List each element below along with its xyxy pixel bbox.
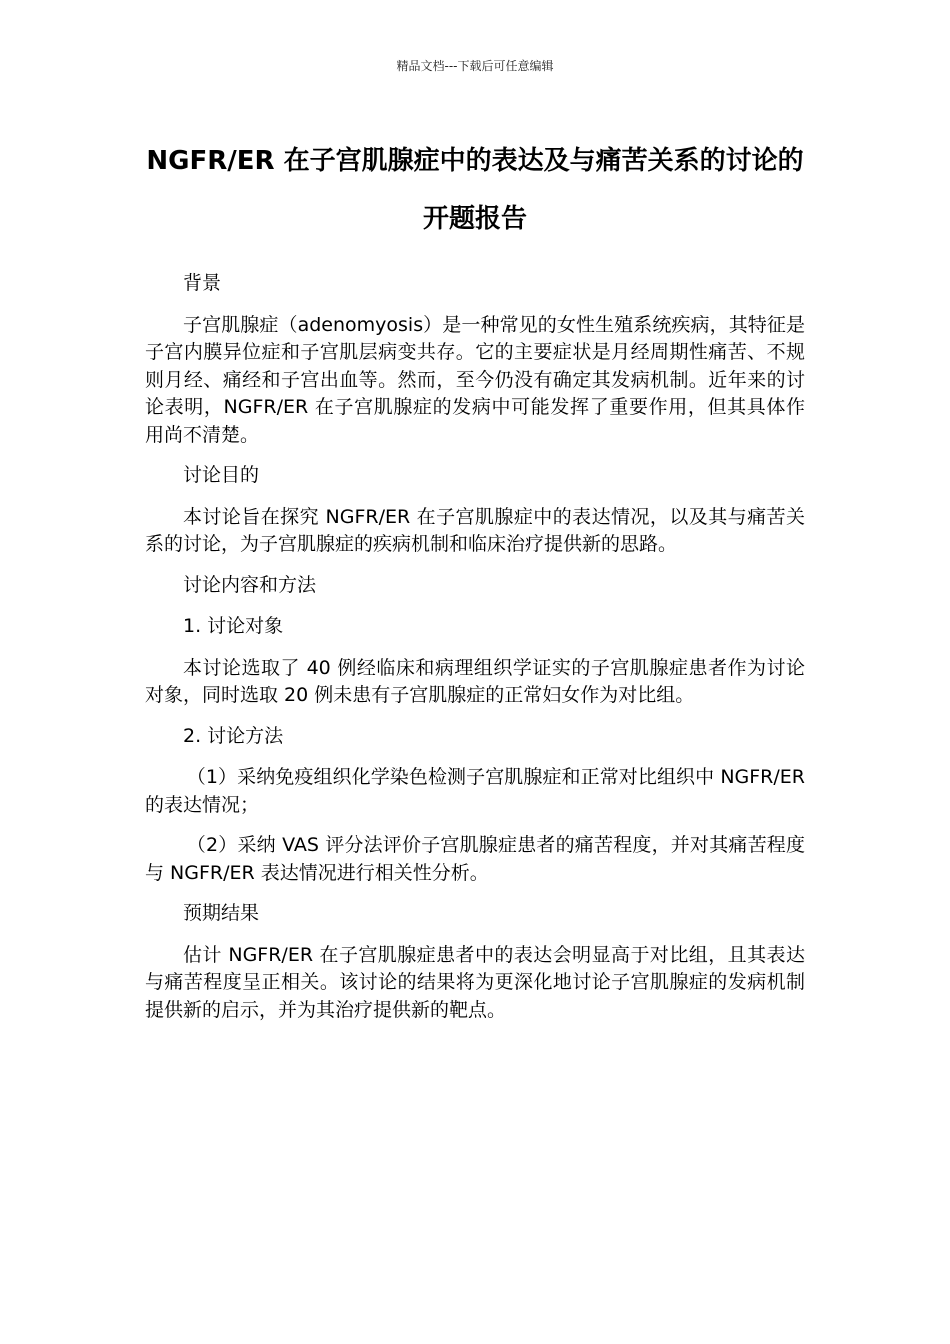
paragraph-subjects: 本讨论选取了 40 例经临床和病理组织学证实的子宫肌腺症患者作为讨论对象，同时选取 20 例未患有子宫肌腺症的正常妇女作为对比组。: [145, 656, 805, 706]
document-title: NGFR/ER 在子宫肌腺症中的表达及与痛苦关系的讨论的开题报告: [146, 146, 804, 234]
section-heading-expected-results: 预期结果: [183, 902, 260, 924]
method-item-2: （2）采纳 VAS 评分法评价子宫肌腺症患者的痛苦程度，并对其痛苦程度与 NGFR/ER 表达情况进行相关性分析。: [145, 834, 805, 884]
section-heading-purpose: 讨论目的: [183, 464, 260, 486]
paragraph-purpose: 本讨论旨在探究 NGFR/ER 在子宫肌腺症中的表达情况，以及其与痛苦关系的讨论，为子宫肌腺症的疾病机制和临床治疗提供新的思路。: [145, 505, 805, 555]
document-body: [145, 270, 805, 1037]
paragraph-expected-results: 估计 NGFR/ER 在子宫肌腺症患者中的表达会明显高于对比组，且其表达与痛苦程度呈正相关。该讨论的结果将为更深化地讨论子宫肌腺症的发病机制提供新的启示，并为其治疗提供新的靶点。: [145, 943, 805, 1021]
subheading-methods: 2. 讨论方法: [183, 724, 284, 747]
header-note: 精品文档---下载后可任意编辑: [396, 59, 554, 73]
method-item-1: （1）采纳免疫组织化学染色检测子宫肌腺症和正常对比组织中 NGFR/ER 的表达情况；: [145, 766, 805, 816]
section-heading-content-methods: 讨论内容和方法: [183, 573, 317, 596]
section-heading-background: 背景: [183, 272, 222, 294]
paragraph-background: 子宫肌腺症（adenomyosis）是一种常见的女性生殖系统疾病，其特征是子宫内膜异位症和子宫肌层病变共存。它的主要症状是月经周期性痛苦、不规则月经、痛经和子宫出血等。然而，至今仍没有确定其发病机制。近年来的讨论表明，NGFR/ER 在子宫肌腺症的发病中可能发挥了重要作用，但其具体作用尚不清楚。: [145, 313, 805, 446]
subheading-subjects: 1. 讨论对象: [183, 615, 284, 637]
